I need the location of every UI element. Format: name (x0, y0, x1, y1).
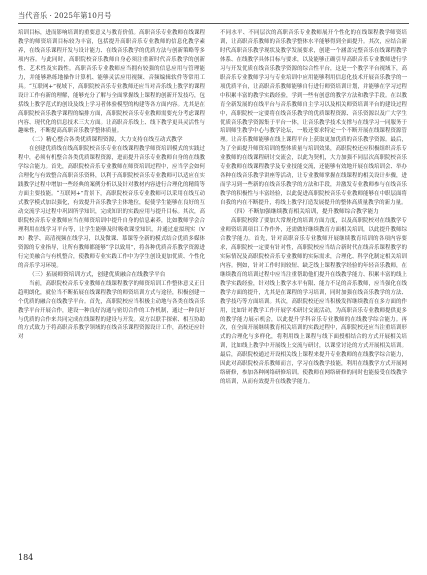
header-rule (18, 23, 409, 24)
right-column (220, 29, 407, 387)
body-paragraph: 高职院校除了要加大常规化的培训方面力度，以及高职院校对在线教学专业师资培训项目工作作外，还需做好继续教育方面相关培训，以此提升教师综合教学能力。首先，针对高职音乐专业教师开展继续教育培训的各项内容要求，高职院校一定要有针对性，高职院校应当结合新时代在线音乐课程教学的实际情况及高职院校音乐专业教师的实际需求，合理化、科学化制定相关培训内容。例如，针对工作时间较短、缺乏线上课程教学经验的年轻音乐教师，在继续教育的培训过程中应当注重帮助他们提升在线教学能力、积累丰富的线上教学实践经验，针对线上教学水平有限、能力不足的音乐教师，应当强化在线教学方面的提升，尤其是在课程的学习培训，同时加强在线音乐教学的方法、教学技巧等方面培训。其次，高职院校还应当积极发挥继续教育在多方面的作用，比如针对教学工作开展学术研讨交流活动，为高职音乐专业教师提供更多的教学能力展示机会，以此提升学科音乐专业教师的在线教学综合能力。再次，在全面开展继续教育相关培训的实践过程中，高职院校还应当注重培训形式的合理化与多样化，将利用线上课程与线下面授相结合的方式开展相关培训，比如线上教学中开展线上交流与研讨，以课堂讨论的方式开展相关培训。最后，高职院校通过开设相关线上课程来提升专业教师的在线教学综合能力，因此对高职院校音乐教师而言，学习在线教学技能，利用在线教学方式开展网络研修，参加各种网络研修培训。使教师在网络研修的同时也能接受在线教学的培训，从而有效提升在线教学能力。 (220, 218, 407, 386)
section-heading: （三）拓展师资培训方式，创建优质融合在线教学平台 (29, 271, 166, 278)
body-paragraph: 不同水平、不同层次的高职音乐专业教师展开个性化的在线课程教学师资培训，让高职音乐教师的音乐教学整体水平能够得到全面提升。其次，应结合新时代高职音乐教学现状及教学发展要求，创建一个涵盖完整音乐在线课程教学体系、在线教学具体目标与要求，以及能够正确引导高职音乐专业教师进行学习与开发优质在线音乐教学资源的综合性平台，这是一个教学平台视域下，高职音乐专业教师学习与专业培训中应用能够利用信息化技术开展音乐教学的一项优质平台，让高职音乐教师能够自行进行师资培训计划，并能够在学习过程中积累丰富的教学实践经验，学到一些有创意的教学方法和教学手段。在以教育全新发展的在线平台与音乐教师自主学习以及相关师资培训平台的建设过程中，高职院校一定要将在线音乐教学的优质课程资源、音乐资源以及广大学生优质音乐教学资源集于平台一体，让音乐教学技术支撑与在线学习一同服务于培训师生教学中心与教学论坛，一般还要求特定一个不断开展在线课程资源管理。让音乐教师能够在线上课程平台上获取更加优质的音乐教学资源。最后，为了全面提升师资培训的整体质量与培训效果，高职院校还应积极组织音乐专业教师的在线课程研讨交流会，以此为契机，大力加强不同层次高职院校音乐专业教师在线课程教学及专业技能交流，还能够有效地开展在线培训会、举办各种在线音乐教学讲座等活动，让专业教师掌握在线课程的相关设计步骤，进而学习到一些新的在线音乐教学的方法和手段，并激发专业教师参与在线音乐教学的积极性与丰富经验，以此促进高职院校音乐专业教师能够在中职层面将自我的内在不断提升，将线上教学打造发展提升的整体高质量教学的新力量。 (220, 30, 407, 207)
page-number: 184 (18, 553, 34, 562)
body-paragraph: 当前，高职院校音乐专业教师在线课程教学的师资培训工作整体意义正日趋明朗化，就位当不断拓展在线课程教学的师资培训方式与途径，积极创建一个优质的融合在线教学平台。首先，高职院校应当积极主动地与各类在线音乐教学平台开展合作，建设一种良好沟通与密切合作的工作机制，通过一种良好与优质的合作来共同完成在线课程的建设与开发。双方以联手探索、相互协助的方式致力于将高职音乐教学领域的在线音乐课程资源设计工作，高校还应针对 (18, 280, 205, 341)
running-header: 当代音乐 · 2025年第10月号 (18, 11, 112, 20)
section-heading: （四）不断加强继续教育相关培训，提升教师综合教学能力 (231, 209, 379, 216)
body-paragraph: 在创建优质线在线高职院校音乐专业在线课程教学师资培训模式的实践过程中，必须有机整合各类优质课程资源，进而提升音乐专业教师自身的在线教学综合能力。首先，高职院校音乐专业教师在师资培训过程中，应当学会如何合理化与有效整合高职音乐资料，以利于高职院校音乐专业教师可以适应在实践教学过程中增加一些经典的案例分析以及针对教材内容进行合理化的精简等方面主要技能。“互联网+”背景下，高职院校音乐专业教师可以采用在线互动式教学模式加以强化，有效提升音乐教学主体地位，促使学生能够在良好的互动交流学习过程中巩固所学知识，完成知识的实践应用与提升目标。其次，高职院校音乐专业教师应当在师资培训中提升自身的信息素养，比如教师学会合理利用在线学习平台等，让学生能够及时吸收课堂知识，并通过虚拟现实（VR）教学、高清视频在线学习，以及微课、慕课等全新的模式结合优质多媒体资源的专业指导，让所有教师都能够“学以致用”，将各种优质音乐教学资源进行完美融合与有机整合，使教师专业实践工作中为学生创设更加优质、个性化的音乐学习环境。 (18, 146, 205, 269)
body-paragraph: 培训目标，进而影响培训的重要意义与教育价值。高职音乐专业教师在线课程教学的师资培训目标较为丰富，包括提升高职音乐专业教师的信息化教学素养，在线音乐课程开发与设计能力、在线音乐教学的优质方法与创新策略等多项内容。与此同时，高职院校音乐教师自身必须注重新时代音乐教学的创新性、艺术性及实践性。高职音乐专业教师应当拥有较强的信息应用与管理能力，并能够熟练地操作计算机、能够灵活应用视频、音频编辑软件等常用工具。“互联网+”视域下，高职院校音乐专业教师还应当对音乐线上教学的课程设计工作有新的理解，能够充分了解与全面掌握线上课程的创新开发技巧，包括线上教学范式的创设及线上学习者体验模型的构建等各方面内容。尤其是在高职院校音乐教学课程的编排方面，高职院校音乐专业教师需要充分考虑课程内容、现代化的信息技术三大方面。让高职音乐线上、线下教学更具灵活性与趣味性，不断提高高职音乐教学整体质量。 (18, 30, 205, 135)
left-column (18, 29, 205, 342)
section-heading: （二）精心整合各类优质课程资源，大力支持在线互动式教学 (29, 137, 183, 144)
